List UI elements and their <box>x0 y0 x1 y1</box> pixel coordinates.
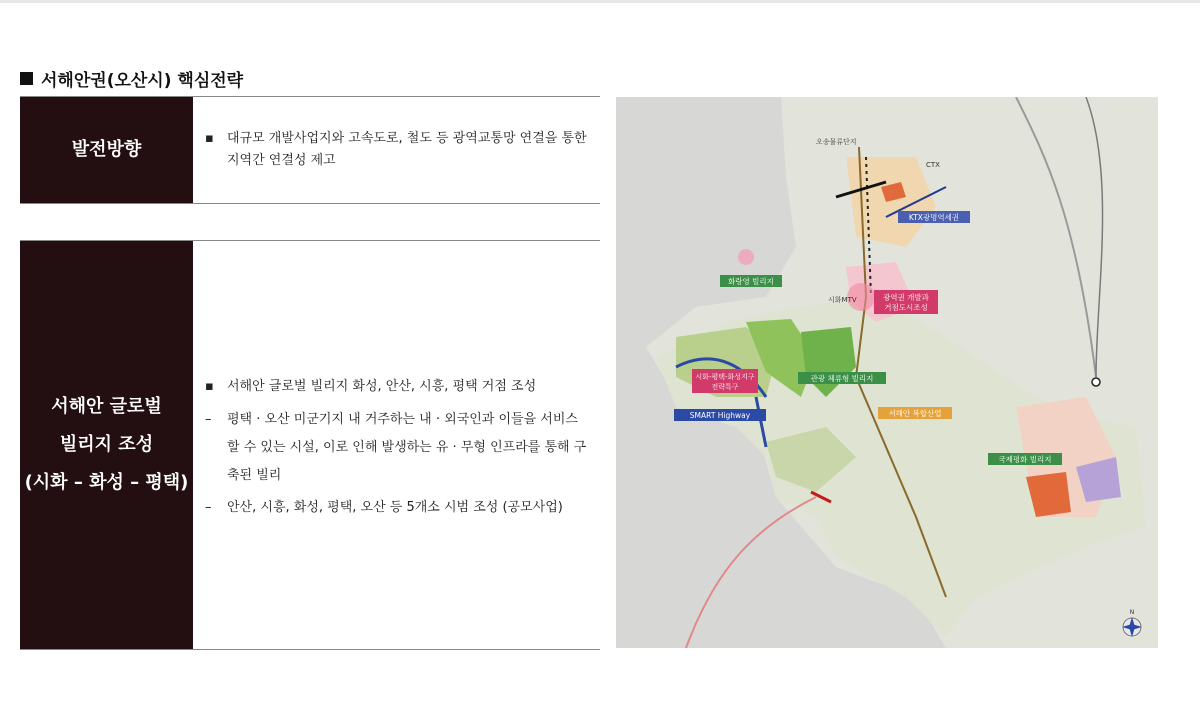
item-marker: – <box>205 500 212 515</box>
map-tag-label: SMART Highway <box>689 411 751 420</box>
row-label-line: (시화 – 화성 – 평택) <box>24 472 189 493</box>
compass-north-label: N <box>1129 609 1135 616</box>
item-text: 평택 · 오산 미군기지 내 거주하는 내 · 외국인과 이들을 서비스 할 수 있는 시설, 이로 인해 발생하는 유 · 무형 인프라를 통해 구축된 빌리 <box>227 412 587 483</box>
list-item <box>205 128 590 172</box>
map-station-marker <box>1092 378 1100 386</box>
map-label: CTX <box>926 161 940 169</box>
list-item <box>205 406 590 490</box>
map-tag-label: KTX광명역세권 <box>908 213 960 222</box>
map-highlight <box>738 249 754 265</box>
row-label-line: 빌리지 조성 <box>59 434 154 455</box>
list-item <box>205 376 590 398</box>
item-text: 서해안 글로벌 빌리지 화성, 안산, 시흥, 평택 거점 조성 <box>227 379 537 394</box>
map-tag-label: 서해안 복합산업 <box>888 409 942 418</box>
map-tag-label: 광역권 개발과 <box>883 293 929 302</box>
section-title-text: 서해안권(오산시) 핵심전략 <box>41 71 244 91</box>
map-label: 시화MTV <box>828 296 857 304</box>
list-item <box>205 497 590 519</box>
map-tag-label: 국제평화 빌리지 <box>998 455 1052 464</box>
row-label-line: 서해안 글로벌 <box>51 396 162 417</box>
map-tag-label: 거점도시조성 <box>884 303 928 312</box>
top-divider <box>0 0 1200 3</box>
item-marker: – <box>205 412 212 427</box>
item-text: 대규모 개발사업지와 고속도로, 철도 등 광역교통망 연결을 통한 지역간 연결성 제고 <box>227 131 587 168</box>
item-marker: ▪ <box>205 379 214 394</box>
square-bullet-icon <box>20 72 33 85</box>
regional-strategy-map <box>616 97 1158 648</box>
row-label-direction: 발전방향 <box>20 97 193 203</box>
item-marker: ▪ <box>205 131 214 146</box>
strategy-row-direction <box>20 96 600 204</box>
item-text: 안산, 시흥, 화성, 평택, 오산 등 5개소 시범 조성 (공모사업) <box>227 500 563 515</box>
row-content-global-village <box>193 241 600 649</box>
row-label-global-village <box>20 241 193 649</box>
section-title <box>20 66 243 91</box>
map-tag-label: 관광 체류형 빌리지 <box>810 374 874 383</box>
map-tag-label: 화랑영 빌리지 <box>728 277 774 286</box>
map-tag-label: 시화-평택-화성지구 <box>695 373 755 381</box>
row-content-direction <box>193 97 600 203</box>
map-label: 오송물류단지 <box>816 138 857 146</box>
map-tag-label: 전략특구 <box>711 383 739 391</box>
strategy-row-global-village <box>20 240 600 650</box>
